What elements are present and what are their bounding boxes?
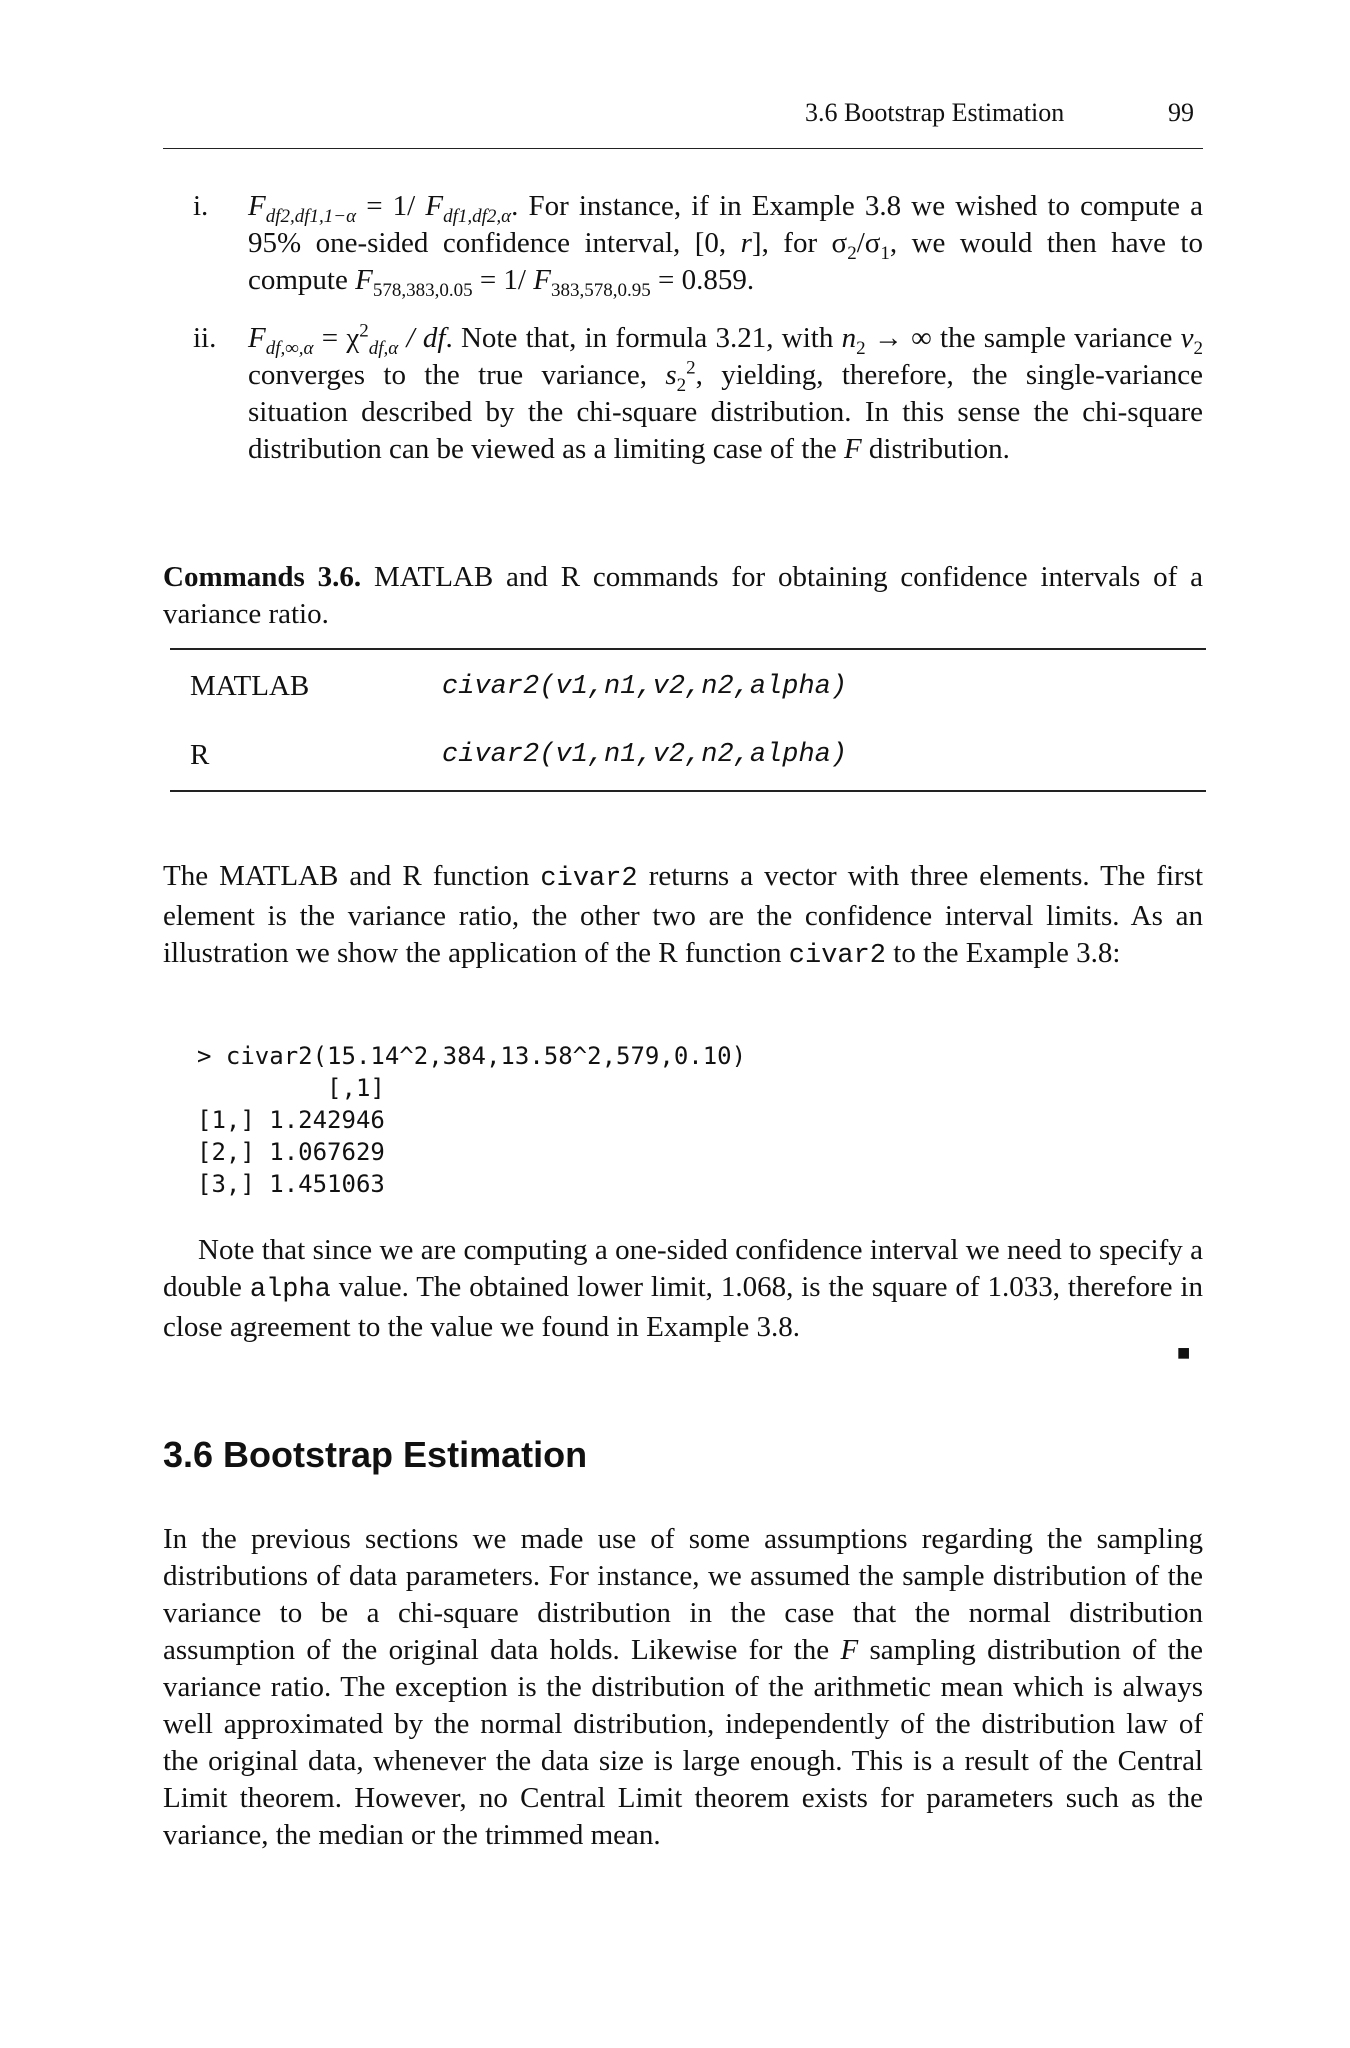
formula: F bbox=[533, 264, 551, 296]
table-cell-env: R bbox=[190, 739, 210, 771]
formula: 383,578,0.95 bbox=[550, 279, 651, 301]
text: /σ bbox=[856, 227, 881, 259]
list-item-i bbox=[163, 188, 1203, 299]
text: F bbox=[840, 1634, 859, 1666]
item-label: ii. bbox=[193, 322, 217, 354]
formula: 578,383,0.05 bbox=[372, 279, 473, 301]
formula: 2 bbox=[359, 320, 369, 342]
running-header-section: 3.6 Bootstrap Estimation bbox=[805, 98, 1065, 127]
text: to the Example 3.8: bbox=[886, 937, 1121, 969]
formula: F bbox=[355, 264, 373, 296]
formula: = 1/ bbox=[472, 264, 534, 296]
formula: F bbox=[248, 190, 266, 222]
text: distribution. bbox=[861, 433, 1010, 465]
text: 2 bbox=[676, 374, 687, 396]
table-cell-cmd: civar2(v1,n1,v2,n2,alpha) bbox=[442, 672, 848, 702]
header-rule bbox=[163, 148, 1203, 149]
text: 2 bbox=[1193, 337, 1203, 359]
text: → ∞ the sample variance bbox=[865, 322, 1181, 354]
text: sampling distribution of the variance ratio. The exception is the distribution of the arithmetic mean which is always well approximated by the normal distribution, independently of the distribution law of the original data, whenever the data size is large enough. This is a result of the Central Limit theorem. However, no Central Limit theorem exists for parameters such as the variance, the median or the trimmed mean. bbox=[163, 1634, 1203, 1851]
note-paragraph bbox=[163, 1232, 1203, 1346]
text: v bbox=[1180, 322, 1194, 354]
text: , we would then have to compute bbox=[248, 227, 1203, 296]
text: converges to the true variance, bbox=[248, 359, 666, 391]
table-top-rule bbox=[170, 648, 1206, 650]
text: returns a vector with three elements. The first element is the variance ratio, the other two are the confidence interval limits. As an illustration we show the application of the R function bbox=[163, 860, 1203, 969]
table-cell-env: MATLAB bbox=[190, 670, 310, 702]
text: 2 bbox=[686, 357, 696, 379]
text: In the previous sections we made use of some assumptions regarding the sampling distributions of data parameters. For instance, we assumed the sample distribution of the variance to be a chi-square distribution in the case that the normal distribution assumption of the original data holds. Likewise for the bbox=[163, 1523, 1203, 1666]
formula: F bbox=[425, 190, 444, 222]
inline-code: civar2 bbox=[540, 864, 638, 894]
text: n bbox=[841, 322, 857, 354]
text: r bbox=[740, 227, 752, 259]
section-heading: 3.6 Bootstrap Estimation bbox=[163, 1434, 588, 1475]
formula: df2,df1,1−α bbox=[265, 205, 357, 227]
commands-caption bbox=[163, 559, 1203, 633]
item-label: i. bbox=[193, 190, 209, 222]
text: . Note that, in formula 3.21, with bbox=[445, 322, 842, 354]
text: value. The obtained lower limit, 1.068, is the square of 1.033, therefore in close agreement to the value we found in Example 3.8. bbox=[163, 1271, 1203, 1343]
text: s bbox=[665, 359, 677, 391]
code-block: > civar2(15.14^2,384,13.58^2,579,0.10) [,1] [1,] 1.242946 [2,] 1.067629 [3,] 1.451063 bbox=[197, 1042, 747, 1198]
text: 1 bbox=[880, 242, 890, 264]
text: . For instance, if in Example 3.8 we wished to compute a 95% one-sided confidence interval, [0, bbox=[248, 190, 1203, 259]
text: 2 bbox=[856, 337, 866, 359]
table-bottom-rule bbox=[170, 790, 1206, 792]
formula: / df bbox=[398, 322, 446, 354]
formula: = χ bbox=[313, 322, 360, 354]
formula: df1,df2,α bbox=[443, 205, 512, 227]
caption-text: MATLAB and R commands for obtaining confidence intervals of a variance ratio. bbox=[163, 561, 1203, 630]
commands-title: Commands 3.6. bbox=[163, 561, 362, 593]
formula: F bbox=[248, 322, 266, 354]
end-of-example-mark: ■ bbox=[1177, 1340, 1191, 1365]
text: ], for σ bbox=[751, 227, 848, 259]
formula: df,∞,α bbox=[265, 337, 314, 359]
table-cell-cmd: civar2(v1,n1,v2,n2,alpha) bbox=[442, 740, 848, 770]
paragraph bbox=[163, 1521, 1203, 1854]
formula: = 1/ bbox=[356, 190, 426, 222]
page-number: 99 bbox=[1168, 98, 1194, 127]
text: Note that since we are computing a one-sided confidence interval we need to specify a double bbox=[163, 1234, 1203, 1303]
inline-code: alpha bbox=[249, 1275, 331, 1305]
text: , yielding, therefore, the single-variance situation described by the chi-square distribution. In this sense the chi-square distribution can be viewed as a limiting case of the bbox=[248, 359, 1203, 465]
inline-code: civar2 bbox=[788, 941, 887, 971]
formula: df,α bbox=[368, 337, 399, 359]
item-body bbox=[248, 188, 1203, 299]
text: = 0.859. bbox=[650, 264, 755, 296]
item-body bbox=[248, 320, 1203, 468]
list-item-ii bbox=[163, 320, 1203, 468]
text: 2 bbox=[847, 242, 857, 264]
text: The MATLAB and R function bbox=[163, 860, 541, 892]
paragraph bbox=[163, 858, 1203, 975]
text: F bbox=[843, 433, 862, 465]
